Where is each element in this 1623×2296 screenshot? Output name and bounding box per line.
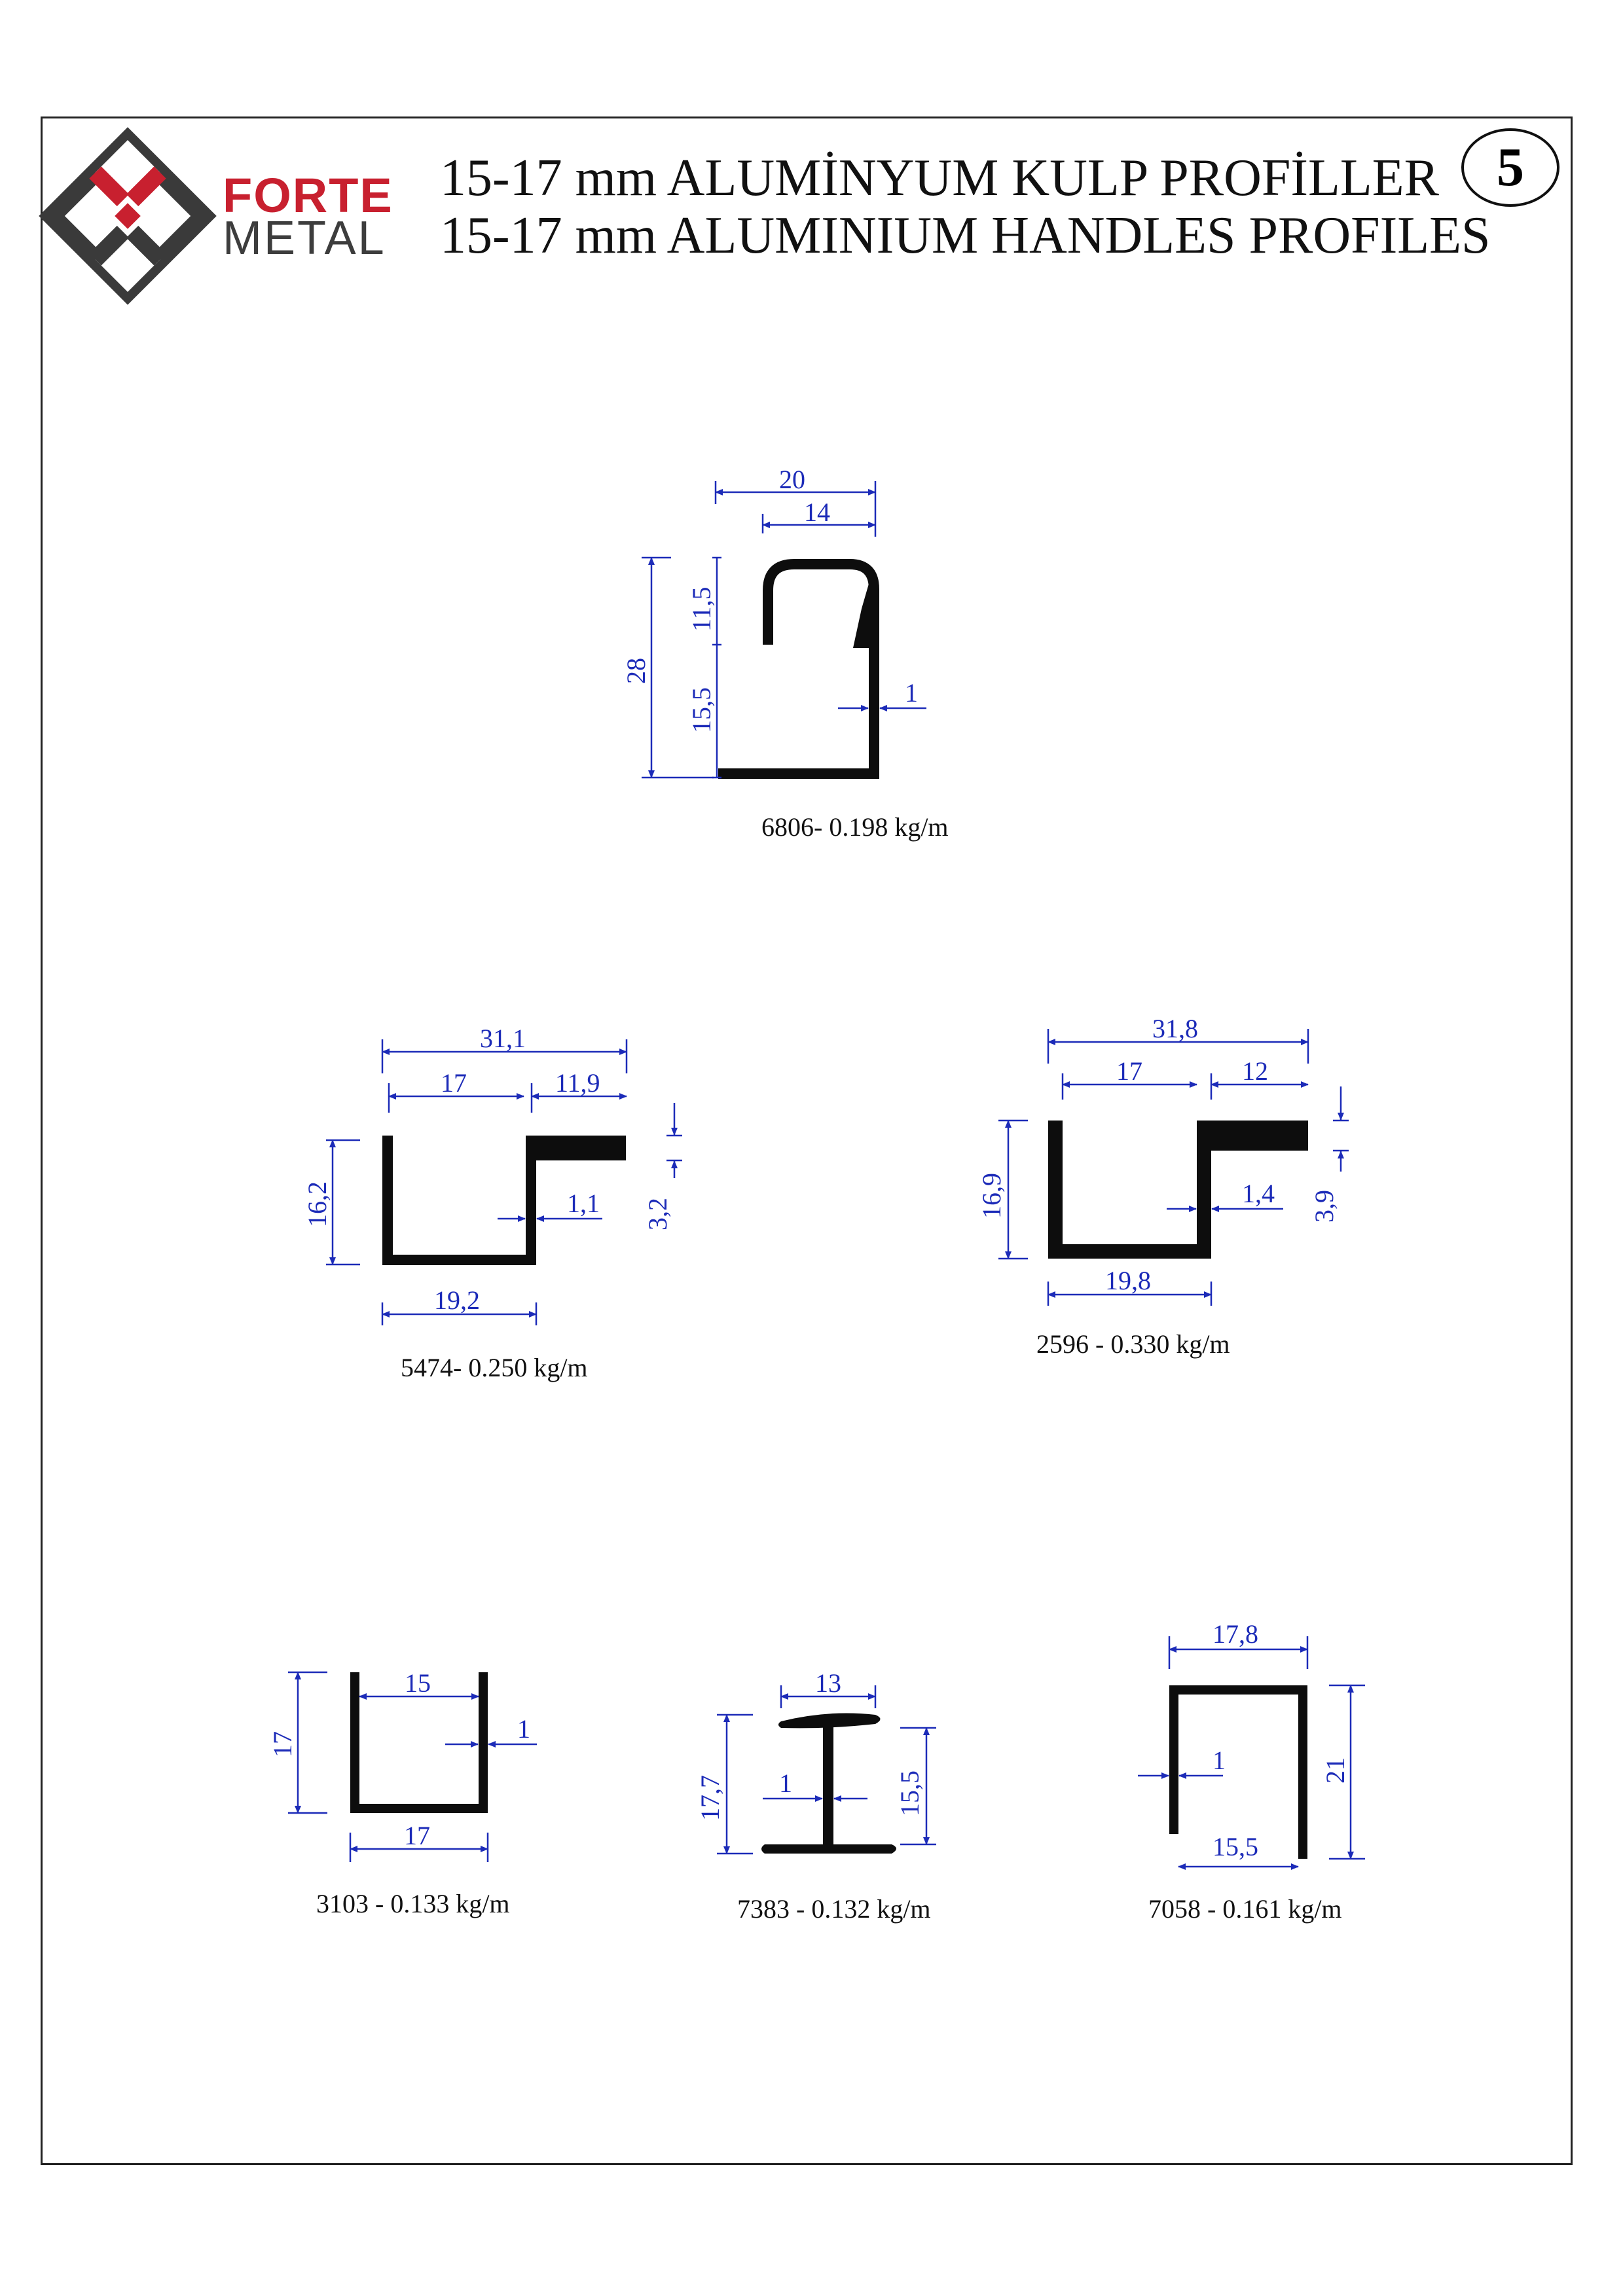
dim-2596-width-inner: 17 (1116, 1056, 1142, 1086)
profile-2596-flange (1197, 1121, 1308, 1151)
dim-2596-flange-thickness: 3,9 (1309, 1190, 1339, 1223)
profile-2596-shape (1055, 1121, 1204, 1251)
profile-2596-dimensions (977, 1014, 1349, 1306)
profile-6806-lip (853, 584, 869, 648)
dim-7058-width-inner: 15,5 (1213, 1832, 1258, 1861)
page-title-english: 15-17 mm ALUMINIUM HANDLES PROFILES (440, 207, 1491, 264)
dim-3103-height: 17 (268, 1731, 297, 1757)
dim-7383-height-web: 15,5 (895, 1770, 924, 1816)
dim-5474-flange-thickness: 3,2 (643, 1198, 672, 1230)
dim-2596-width-bottom: 19,8 (1105, 1266, 1151, 1295)
caption-6806: 6806- 0.198 kg/m (761, 812, 949, 842)
brand-name-metal: METAL (223, 212, 386, 264)
page-number-badge: 5 (1461, 128, 1559, 207)
profile-6806 (718, 564, 874, 774)
dim-7383-web: 1 (779, 1768, 792, 1798)
dim-5474-height: 16,2 (302, 1181, 332, 1227)
profile-3103-dimensions (268, 1668, 537, 1862)
dim-6806-width-inner: 14 (804, 497, 830, 527)
caption-7383: 7383 - 0.132 kg/m (737, 1894, 931, 1924)
dim-5474-width-total: 31,1 (480, 1024, 526, 1053)
caption-5474: 5474- 0.250 kg/m (401, 1353, 588, 1382)
caption-3103: 3103 - 0.133 kg/m (316, 1889, 510, 1918)
profile-5474-dimensions (302, 1024, 682, 1325)
dim-5474-width-inner: 17 (441, 1068, 467, 1098)
dim-6806-wall: 1 (905, 678, 918, 708)
brand-name-forte: FORTE (223, 168, 393, 223)
profile-6806-dimensions (621, 465, 926, 778)
caption-7058: 7058 - 0.161 kg/m (1148, 1894, 1342, 1924)
dim-7383-flange-width: 13 (815, 1668, 841, 1698)
dim-7058-height: 21 (1321, 1757, 1350, 1784)
dim-2596-width-flange: 12 (1242, 1056, 1268, 1086)
dim-6806-width-total: 20 (779, 465, 805, 494)
profile-7383-dimensions (695, 1668, 936, 1854)
dim-5474-wall: 1,1 (567, 1189, 600, 1218)
dim-5474-width-bottom: 19,2 (434, 1285, 480, 1315)
profile-7383-bottom-flange (761, 1844, 896, 1854)
dim-3103-width-outer: 17 (404, 1821, 430, 1850)
profile-6806-shape (718, 564, 874, 774)
dim-2596-height: 16,9 (977, 1173, 1006, 1219)
dim-3103-width-inner: 15 (405, 1668, 431, 1698)
dim-2596-wall: 1,4 (1242, 1179, 1275, 1208)
dim-6806-height-upper: 11,5 (687, 586, 716, 632)
dim-5474-width-flange: 11,9 (555, 1068, 600, 1098)
profile-5474-flange (526, 1136, 626, 1160)
dim-6806-height-lower: 15,5 (687, 687, 716, 733)
page-title-turkish: 15-17 mm ALUMİNYUM KULP PROFİLLER (440, 149, 1439, 207)
dim-7058-width-total: 17,8 (1213, 1619, 1258, 1649)
dim-6806-height-total: 28 (621, 658, 651, 684)
profile-7383-web (823, 1723, 833, 1848)
dim-7383-height-total: 17,7 (695, 1775, 725, 1821)
dim-2596-width-total: 31,8 (1152, 1014, 1198, 1043)
caption-2596: 2596 - 0.330 kg/m (1036, 1329, 1230, 1359)
profile-5474-shape (388, 1136, 531, 1260)
dim-3103-wall: 1 (517, 1714, 530, 1744)
dim-7058-wall: 1 (1213, 1746, 1226, 1775)
